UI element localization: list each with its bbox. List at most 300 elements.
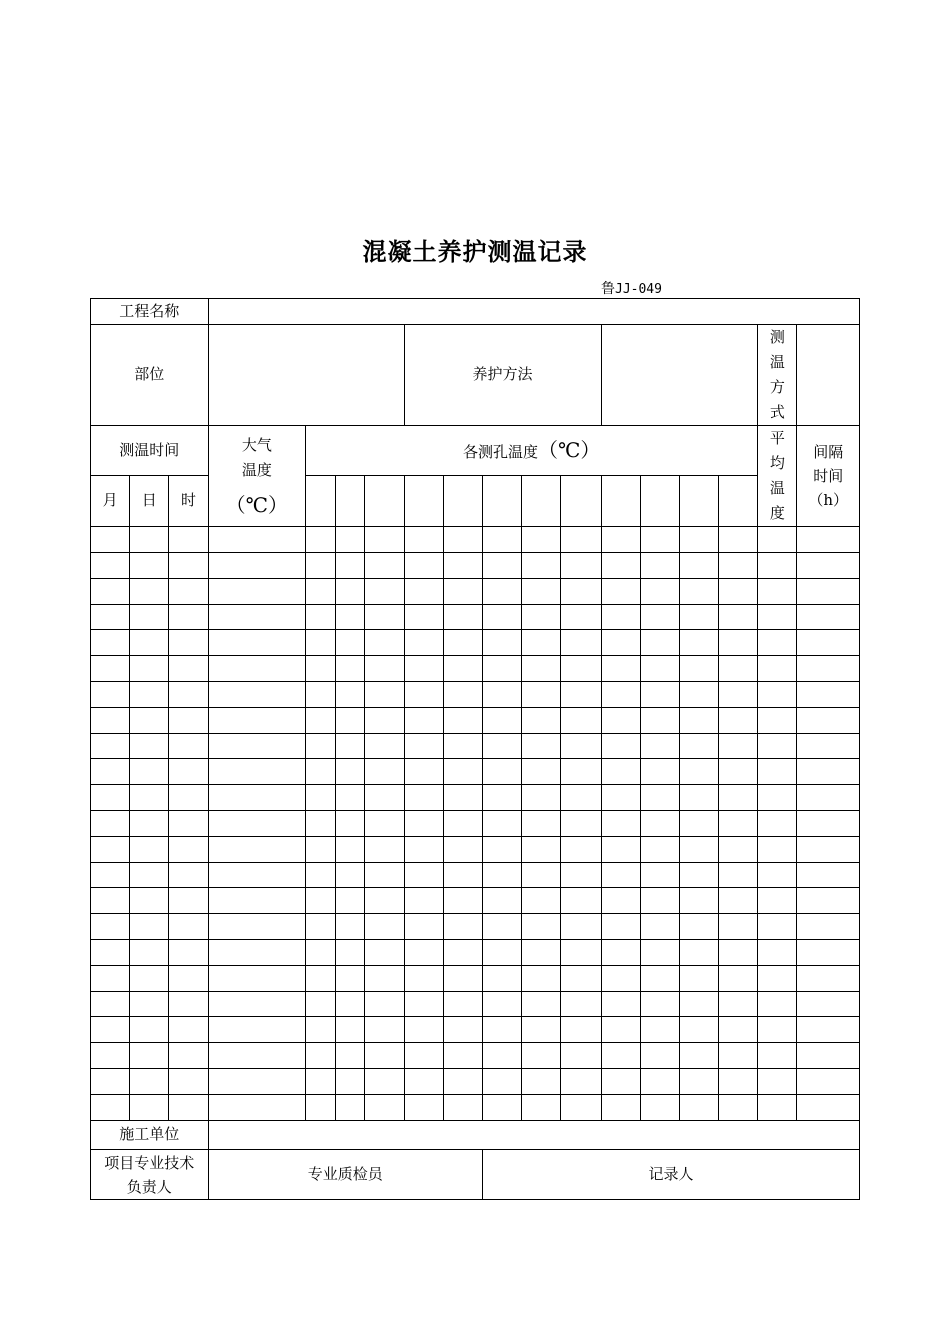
entry-cell[interactable] [208, 759, 305, 785]
entry-cell[interactable] [522, 863, 561, 888]
entry-cell[interactable] [365, 630, 404, 656]
entry-cell[interactable] [758, 966, 797, 992]
entry-cell[interactable] [482, 1095, 521, 1121]
entry-cell[interactable] [719, 1017, 758, 1043]
entry-cell[interactable] [640, 553, 679, 579]
entry-cell[interactable] [758, 992, 797, 1017]
entry-cell[interactable] [306, 940, 336, 966]
entry-cell[interactable] [561, 527, 601, 553]
entry-cell[interactable] [443, 1043, 482, 1069]
entry-cell[interactable] [336, 734, 365, 759]
entry-cell[interactable] [443, 553, 482, 579]
entry-cell[interactable] [365, 863, 404, 888]
entry-cell[interactable] [404, 966, 443, 992]
entry-cell[interactable] [443, 734, 482, 759]
entry-cell[interactable] [561, 682, 601, 708]
entry-cell[interactable] [797, 630, 860, 656]
entry-cell[interactable] [336, 914, 365, 940]
entry-cell[interactable] [306, 682, 336, 708]
project-name-field[interactable] [208, 299, 859, 325]
entry-cell[interactable] [482, 811, 521, 837]
entry-cell[interactable] [601, 759, 640, 785]
entry-cell[interactable] [306, 837, 336, 863]
entry-cell[interactable] [601, 914, 640, 940]
entry-cell[interactable] [91, 1043, 130, 1069]
entry-cell[interactable] [522, 811, 561, 837]
entry-cell[interactable] [601, 863, 640, 888]
qc-inspector-cell[interactable] [208, 1150, 482, 1200]
entry-cell[interactable] [208, 888, 305, 914]
entry-cell[interactable] [719, 1069, 758, 1095]
entry-cell[interactable] [679, 630, 718, 656]
entry-cell[interactable] [640, 785, 679, 811]
entry-cell[interactable] [130, 630, 169, 656]
entry-cell[interactable] [208, 708, 305, 734]
entry-cell[interactable] [208, 863, 305, 888]
entry-cell[interactable] [522, 605, 561, 630]
entry-cell[interactable] [91, 837, 130, 863]
entry-cell[interactable] [130, 940, 169, 966]
entry-cell[interactable] [130, 1095, 169, 1121]
entry-cell[interactable] [640, 630, 679, 656]
tech-lead-cell[interactable] [91, 1150, 209, 1200]
entry-cell[interactable] [404, 1069, 443, 1095]
recorder-cell[interactable] [482, 1150, 859, 1200]
entry-cell[interactable] [522, 1095, 561, 1121]
curing-method-field[interactable] [601, 325, 758, 426]
entry-cell[interactable] [561, 785, 601, 811]
entry-cell[interactable] [306, 605, 336, 630]
entry-cell[interactable] [306, 708, 336, 734]
entry-cell[interactable] [130, 992, 169, 1017]
entry-cell[interactable] [797, 811, 860, 837]
entry-cell[interactable] [336, 888, 365, 914]
entry-cell[interactable] [640, 708, 679, 734]
entry-cell[interactable] [365, 708, 404, 734]
entry-cell[interactable] [719, 527, 758, 553]
entry-cell[interactable] [208, 1043, 305, 1069]
entry-cell[interactable] [91, 811, 130, 837]
entry-cell[interactable] [679, 759, 718, 785]
entry-cell[interactable] [797, 966, 860, 992]
entry-cell[interactable] [404, 734, 443, 759]
entry-cell[interactable] [365, 888, 404, 914]
entry-cell[interactable] [404, 837, 443, 863]
entry-cell[interactable] [208, 630, 305, 656]
entry-cell[interactable] [130, 734, 169, 759]
entry-cell[interactable] [640, 579, 679, 605]
entry-cell[interactable] [306, 863, 336, 888]
entry-cell[interactable] [561, 888, 601, 914]
entry-cell[interactable] [169, 527, 208, 553]
entry-cell[interactable] [130, 759, 169, 785]
entry-cell[interactable] [365, 1095, 404, 1121]
entry-cell[interactable] [679, 863, 718, 888]
entry-cell[interactable] [797, 1095, 860, 1121]
measure-method-field[interactable] [797, 325, 860, 426]
entry-cell[interactable] [601, 1043, 640, 1069]
entry-cell[interactable] [336, 811, 365, 837]
entry-cell[interactable] [522, 992, 561, 1017]
entry-cell[interactable] [640, 1017, 679, 1043]
entry-cell[interactable] [306, 1069, 336, 1095]
entry-cell[interactable] [719, 888, 758, 914]
entry-cell[interactable] [758, 579, 797, 605]
entry-cell[interactable] [306, 734, 336, 759]
entry-cell[interactable] [443, 682, 482, 708]
entry-cell[interactable] [306, 1017, 336, 1043]
entry-cell[interactable] [365, 605, 404, 630]
entry-cell[interactable] [404, 863, 443, 888]
entry-cell[interactable] [443, 785, 482, 811]
entry-cell[interactable] [640, 1095, 679, 1121]
entry-cell[interactable] [522, 553, 561, 579]
entry-cell[interactable] [758, 734, 797, 759]
entry-cell[interactable] [365, 1043, 404, 1069]
entry-cell[interactable] [306, 992, 336, 1017]
entry-cell[interactable] [404, 785, 443, 811]
entry-cell[interactable] [365, 682, 404, 708]
entry-cell[interactable] [91, 759, 130, 785]
entry-cell[interactable] [130, 605, 169, 630]
entry-cell[interactable] [679, 888, 718, 914]
entry-cell[interactable] [404, 1017, 443, 1043]
entry-cell[interactable] [336, 630, 365, 656]
entry-cell[interactable] [601, 888, 640, 914]
entry-cell[interactable] [91, 708, 130, 734]
entry-cell[interactable] [797, 837, 860, 863]
entry-cell[interactable] [482, 888, 521, 914]
entry-cell[interactable] [719, 605, 758, 630]
entry-cell[interactable] [679, 656, 718, 682]
entry-cell[interactable] [640, 682, 679, 708]
entry-cell[interactable] [443, 759, 482, 785]
entry-cell[interactable] [443, 708, 482, 734]
entry-cell[interactable] [679, 966, 718, 992]
entry-cell[interactable] [719, 811, 758, 837]
entry-cell[interactable] [482, 527, 521, 553]
entry-cell[interactable] [482, 863, 521, 888]
entry-cell[interactable] [404, 553, 443, 579]
entry-cell[interactable] [482, 992, 521, 1017]
entry-cell[interactable] [797, 1043, 860, 1069]
entry-cell[interactable] [640, 863, 679, 888]
entry-cell[interactable] [306, 966, 336, 992]
entry-cell[interactable] [336, 1095, 365, 1121]
entry-cell[interactable] [797, 759, 860, 785]
entry-cell[interactable] [208, 837, 305, 863]
entry-cell[interactable] [91, 1069, 130, 1095]
entry-cell[interactable] [91, 966, 130, 992]
entry-cell[interactable] [443, 579, 482, 605]
entry-cell[interactable] [169, 888, 208, 914]
entry-cell[interactable] [522, 837, 561, 863]
entry-cell[interactable] [679, 579, 718, 605]
entry-cell[interactable] [482, 656, 521, 682]
entry-cell[interactable] [336, 553, 365, 579]
entry-cell[interactable] [306, 785, 336, 811]
entry-cell[interactable] [365, 940, 404, 966]
entry-cell[interactable] [208, 1017, 305, 1043]
entry-cell[interactable] [130, 682, 169, 708]
entry-cell[interactable] [404, 940, 443, 966]
entry-cell[interactable] [404, 579, 443, 605]
entry-cell[interactable] [443, 863, 482, 888]
entry-cell[interactable] [365, 811, 404, 837]
entry-cell[interactable] [443, 837, 482, 863]
entry-cell[interactable] [169, 553, 208, 579]
entry-cell[interactable] [91, 888, 130, 914]
entry-cell[interactable] [719, 1095, 758, 1121]
entry-cell[interactable] [561, 1095, 601, 1121]
entry-cell[interactable] [601, 708, 640, 734]
entry-cell[interactable] [679, 605, 718, 630]
entry-cell[interactable] [482, 630, 521, 656]
entry-cell[interactable] [306, 630, 336, 656]
entry-cell[interactable] [336, 759, 365, 785]
entry-cell[interactable] [336, 863, 365, 888]
entry-cell[interactable] [365, 914, 404, 940]
entry-cell[interactable] [561, 579, 601, 605]
entry-cell[interactable] [404, 630, 443, 656]
entry-cell[interactable] [169, 940, 208, 966]
entry-cell[interactable] [306, 1095, 336, 1121]
entry-cell[interactable] [365, 656, 404, 682]
entry-cell[interactable] [443, 940, 482, 966]
construction-unit-field[interactable] [208, 1121, 859, 1150]
entry-cell[interactable] [601, 527, 640, 553]
entry-cell[interactable] [130, 888, 169, 914]
entry-cell[interactable] [130, 785, 169, 811]
entry-cell[interactable] [679, 914, 718, 940]
entry-cell[interactable] [679, 992, 718, 1017]
entry-cell[interactable] [561, 914, 601, 940]
entry-cell[interactable] [482, 1017, 521, 1043]
entry-cell[interactable] [522, 888, 561, 914]
entry-cell[interactable] [208, 579, 305, 605]
entry-cell[interactable] [719, 863, 758, 888]
entry-cell[interactable] [306, 1043, 336, 1069]
entry-cell[interactable] [797, 708, 860, 734]
entry-cell[interactable] [404, 914, 443, 940]
entry-cell[interactable] [208, 914, 305, 940]
entry-cell[interactable] [482, 785, 521, 811]
entry-cell[interactable] [208, 734, 305, 759]
entry-cell[interactable] [482, 579, 521, 605]
entry-cell[interactable] [91, 940, 130, 966]
entry-cell[interactable] [336, 1043, 365, 1069]
entry-cell[interactable] [336, 1069, 365, 1095]
entry-cell[interactable] [719, 837, 758, 863]
entry-cell[interactable] [561, 734, 601, 759]
entry-cell[interactable] [522, 914, 561, 940]
entry-cell[interactable] [522, 759, 561, 785]
entry-cell[interactable] [679, 785, 718, 811]
entry-cell[interactable] [130, 553, 169, 579]
entry-cell[interactable] [306, 579, 336, 605]
entry-cell[interactable] [522, 630, 561, 656]
entry-cell[interactable] [640, 1043, 679, 1069]
entry-cell[interactable] [91, 605, 130, 630]
entry-cell[interactable] [797, 888, 860, 914]
entry-cell[interactable] [601, 785, 640, 811]
entry-cell[interactable] [482, 759, 521, 785]
entry-cell[interactable] [365, 734, 404, 759]
entry-cell[interactable] [522, 579, 561, 605]
entry-cell[interactable] [797, 1017, 860, 1043]
entry-cell[interactable] [169, 656, 208, 682]
entry-cell[interactable] [336, 656, 365, 682]
entry-cell[interactable] [797, 656, 860, 682]
entry-cell[interactable] [443, 1095, 482, 1121]
entry-cell[interactable] [482, 708, 521, 734]
entry-cell[interactable] [797, 992, 860, 1017]
entry-cell[interactable] [91, 682, 130, 708]
entry-cell[interactable] [640, 966, 679, 992]
entry-cell[interactable] [482, 1069, 521, 1095]
entry-cell[interactable] [679, 708, 718, 734]
entry-cell[interactable] [443, 605, 482, 630]
entry-cell[interactable] [208, 553, 305, 579]
entry-cell[interactable] [601, 553, 640, 579]
entry-cell[interactable] [797, 527, 860, 553]
entry-cell[interactable] [91, 863, 130, 888]
entry-cell[interactable] [601, 940, 640, 966]
entry-cell[interactable] [169, 863, 208, 888]
entry-cell[interactable] [601, 992, 640, 1017]
entry-cell[interactable] [130, 837, 169, 863]
entry-cell[interactable] [336, 992, 365, 1017]
entry-cell[interactable] [640, 734, 679, 759]
entry-cell[interactable] [758, 1017, 797, 1043]
entry-cell[interactable] [169, 811, 208, 837]
entry-cell[interactable] [208, 682, 305, 708]
entry-cell[interactable] [797, 863, 860, 888]
entry-cell[interactable] [91, 1095, 130, 1121]
entry-cell[interactable] [336, 605, 365, 630]
entry-cell[interactable] [208, 1095, 305, 1121]
entry-cell[interactable] [482, 605, 521, 630]
entry-cell[interactable] [758, 1069, 797, 1095]
entry-cell[interactable] [443, 888, 482, 914]
entry-cell[interactable] [130, 966, 169, 992]
entry-cell[interactable] [169, 1095, 208, 1121]
entry-cell[interactable] [561, 1043, 601, 1069]
entry-cell[interactable] [601, 656, 640, 682]
entry-cell[interactable] [719, 734, 758, 759]
entry-cell[interactable] [482, 682, 521, 708]
entry-cell[interactable] [443, 914, 482, 940]
entry-cell[interactable] [208, 940, 305, 966]
entry-cell[interactable] [758, 759, 797, 785]
entry-cell[interactable] [679, 1069, 718, 1095]
entry-cell[interactable] [522, 1017, 561, 1043]
entry-cell[interactable] [758, 863, 797, 888]
entry-cell[interactable] [522, 527, 561, 553]
entry-cell[interactable] [719, 708, 758, 734]
entry-cell[interactable] [443, 527, 482, 553]
entry-cell[interactable] [797, 579, 860, 605]
entry-cell[interactable] [640, 759, 679, 785]
entry-cell[interactable] [601, 1095, 640, 1121]
entry-cell[interactable] [336, 966, 365, 992]
entry-cell[interactable] [522, 1069, 561, 1095]
entry-cell[interactable] [640, 811, 679, 837]
entry-cell[interactable] [561, 863, 601, 888]
entry-cell[interactable] [169, 785, 208, 811]
entry-cell[interactable] [522, 682, 561, 708]
entry-cell[interactable] [482, 966, 521, 992]
entry-cell[interactable] [306, 914, 336, 940]
entry-cell[interactable] [404, 605, 443, 630]
entry-cell[interactable] [758, 914, 797, 940]
entry-cell[interactable] [130, 656, 169, 682]
entry-cell[interactable] [797, 940, 860, 966]
entry-cell[interactable] [336, 1017, 365, 1043]
entry-cell[interactable] [482, 940, 521, 966]
entry-cell[interactable] [561, 708, 601, 734]
entry-cell[interactable] [719, 759, 758, 785]
entry-cell[interactable] [91, 734, 130, 759]
entry-cell[interactable] [561, 837, 601, 863]
entry-cell[interactable] [758, 811, 797, 837]
entry-cell[interactable] [365, 579, 404, 605]
entry-cell[interactable] [640, 940, 679, 966]
entry-cell[interactable] [679, 811, 718, 837]
entry-cell[interactable] [130, 914, 169, 940]
entry-cell[interactable] [601, 682, 640, 708]
entry-cell[interactable] [130, 527, 169, 553]
entry-cell[interactable] [640, 888, 679, 914]
entry-cell[interactable] [404, 888, 443, 914]
entry-cell[interactable] [130, 1043, 169, 1069]
entry-cell[interactable] [91, 527, 130, 553]
entry-cell[interactable] [169, 605, 208, 630]
entry-cell[interactable] [640, 605, 679, 630]
entry-cell[interactable] [169, 630, 208, 656]
entry-cell[interactable] [601, 1017, 640, 1043]
entry-cell[interactable] [679, 734, 718, 759]
entry-cell[interactable] [601, 966, 640, 992]
entry-cell[interactable] [719, 992, 758, 1017]
entry-cell[interactable] [758, 940, 797, 966]
entry-cell[interactable] [169, 1043, 208, 1069]
entry-cell[interactable] [208, 785, 305, 811]
entry-cell[interactable] [208, 992, 305, 1017]
entry-cell[interactable] [91, 553, 130, 579]
entry-cell[interactable] [365, 837, 404, 863]
entry-cell[interactable] [306, 811, 336, 837]
entry-cell[interactable] [561, 811, 601, 837]
entry-cell[interactable] [601, 811, 640, 837]
entry-cell[interactable] [365, 966, 404, 992]
entry-cell[interactable] [404, 708, 443, 734]
entry-cell[interactable] [169, 992, 208, 1017]
entry-cell[interactable] [561, 630, 601, 656]
entry-cell[interactable] [601, 630, 640, 656]
entry-cell[interactable] [443, 630, 482, 656]
entry-cell[interactable] [522, 656, 561, 682]
entry-cell[interactable] [758, 553, 797, 579]
entry-cell[interactable] [640, 656, 679, 682]
entry-cell[interactable] [522, 940, 561, 966]
entry-cell[interactable] [404, 992, 443, 1017]
entry-cell[interactable] [169, 1017, 208, 1043]
entry-cell[interactable] [522, 785, 561, 811]
entry-cell[interactable] [679, 940, 718, 966]
entry-cell[interactable] [169, 682, 208, 708]
entry-cell[interactable] [561, 1069, 601, 1095]
